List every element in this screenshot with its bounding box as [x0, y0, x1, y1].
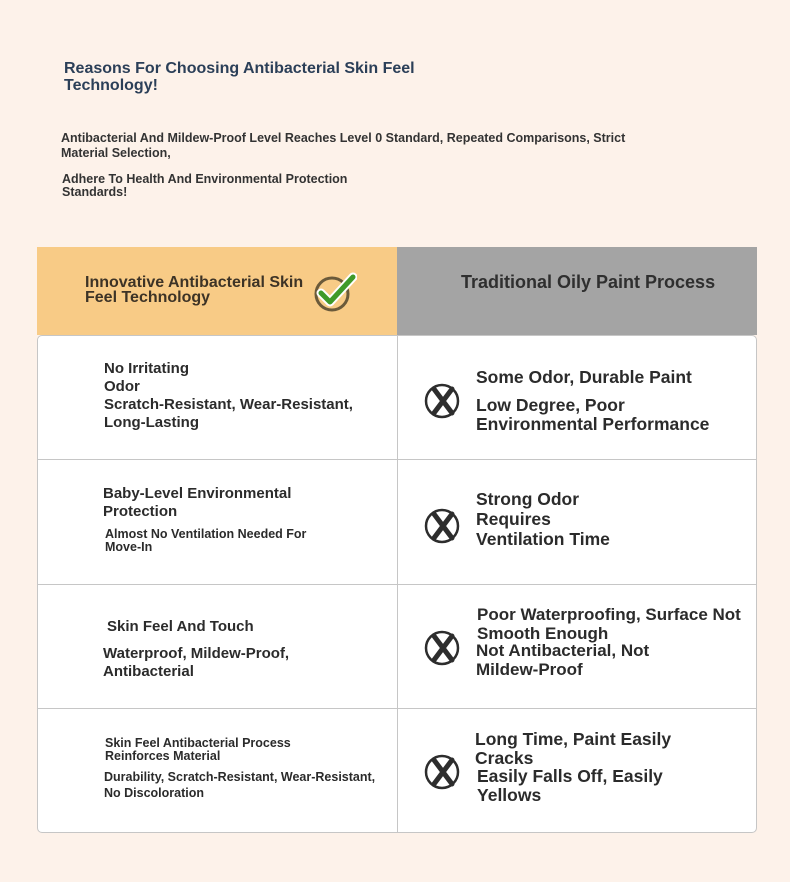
left-detail: Waterproof, Mildew-Proof, Antibacterial — [103, 645, 290, 680]
x-icon — [424, 383, 460, 419]
header-traditional — [397, 247, 757, 335]
header-traditional-label: Traditional Oily Paint Process — [461, 272, 716, 292]
left-point: Skin Feel And Touch — [107, 618, 254, 635]
x-icon — [424, 754, 460, 790]
comparison-table — [37, 247, 757, 833]
page-title: Reasons For Choosing Antibacterial Skin Feel Technology! — [64, 60, 415, 94]
comparison-body — [37, 335, 757, 833]
left-detail: Scratch-Resistant, Wear-Resistant, Long-Lasting — [104, 396, 353, 431]
left-point: No Irritating Odor — [104, 360, 189, 395]
left-detail: Durability, Scratch-Resistant, Wear-Resistant, No Discoloration — [104, 770, 376, 800]
row-divider — [38, 459, 756, 460]
left-point: Baby-Level Environmental Protection — [103, 485, 292, 520]
row-divider — [38, 708, 756, 709]
header-innovative-label: Innovative Antibacterial Skin Feel Technology — [85, 274, 304, 306]
right-detail: Low Degree, Poor Environmental Performance — [476, 395, 710, 434]
left-detail: Almost No Ventilation Needed For Move-In — [105, 527, 307, 554]
subtitle-standard: Antibacterial And Mildew-Proof Level Reaches Level 0 Standard, Repeated Comparisons, Strict Material Selection, — [61, 131, 626, 160]
row-divider — [38, 584, 756, 585]
right-detail: Easily Falls Off, Easily Yellows — [477, 766, 663, 805]
x-icon — [424, 630, 460, 666]
check-icon — [311, 270, 357, 312]
subtitle-health: Adhere To Health And Environmental Protection Standards! — [62, 172, 348, 199]
right-point: Long Time, Paint Easily Cracks — [475, 729, 672, 768]
left-point: Skin Feel Antibacterial Process Reinforces Material — [105, 736, 291, 763]
right-point: Strong Odor Requires Ventilation Time — [476, 489, 610, 549]
right-detail: Not Antibacterial, Not Mildew-Proof — [476, 641, 650, 679]
right-point: Poor Waterproofing, Surface Not Smooth Enough — [477, 605, 741, 643]
x-icon — [424, 508, 460, 544]
header-innovative — [37, 247, 397, 335]
right-point: Some Odor, Durable Paint — [476, 367, 692, 387]
